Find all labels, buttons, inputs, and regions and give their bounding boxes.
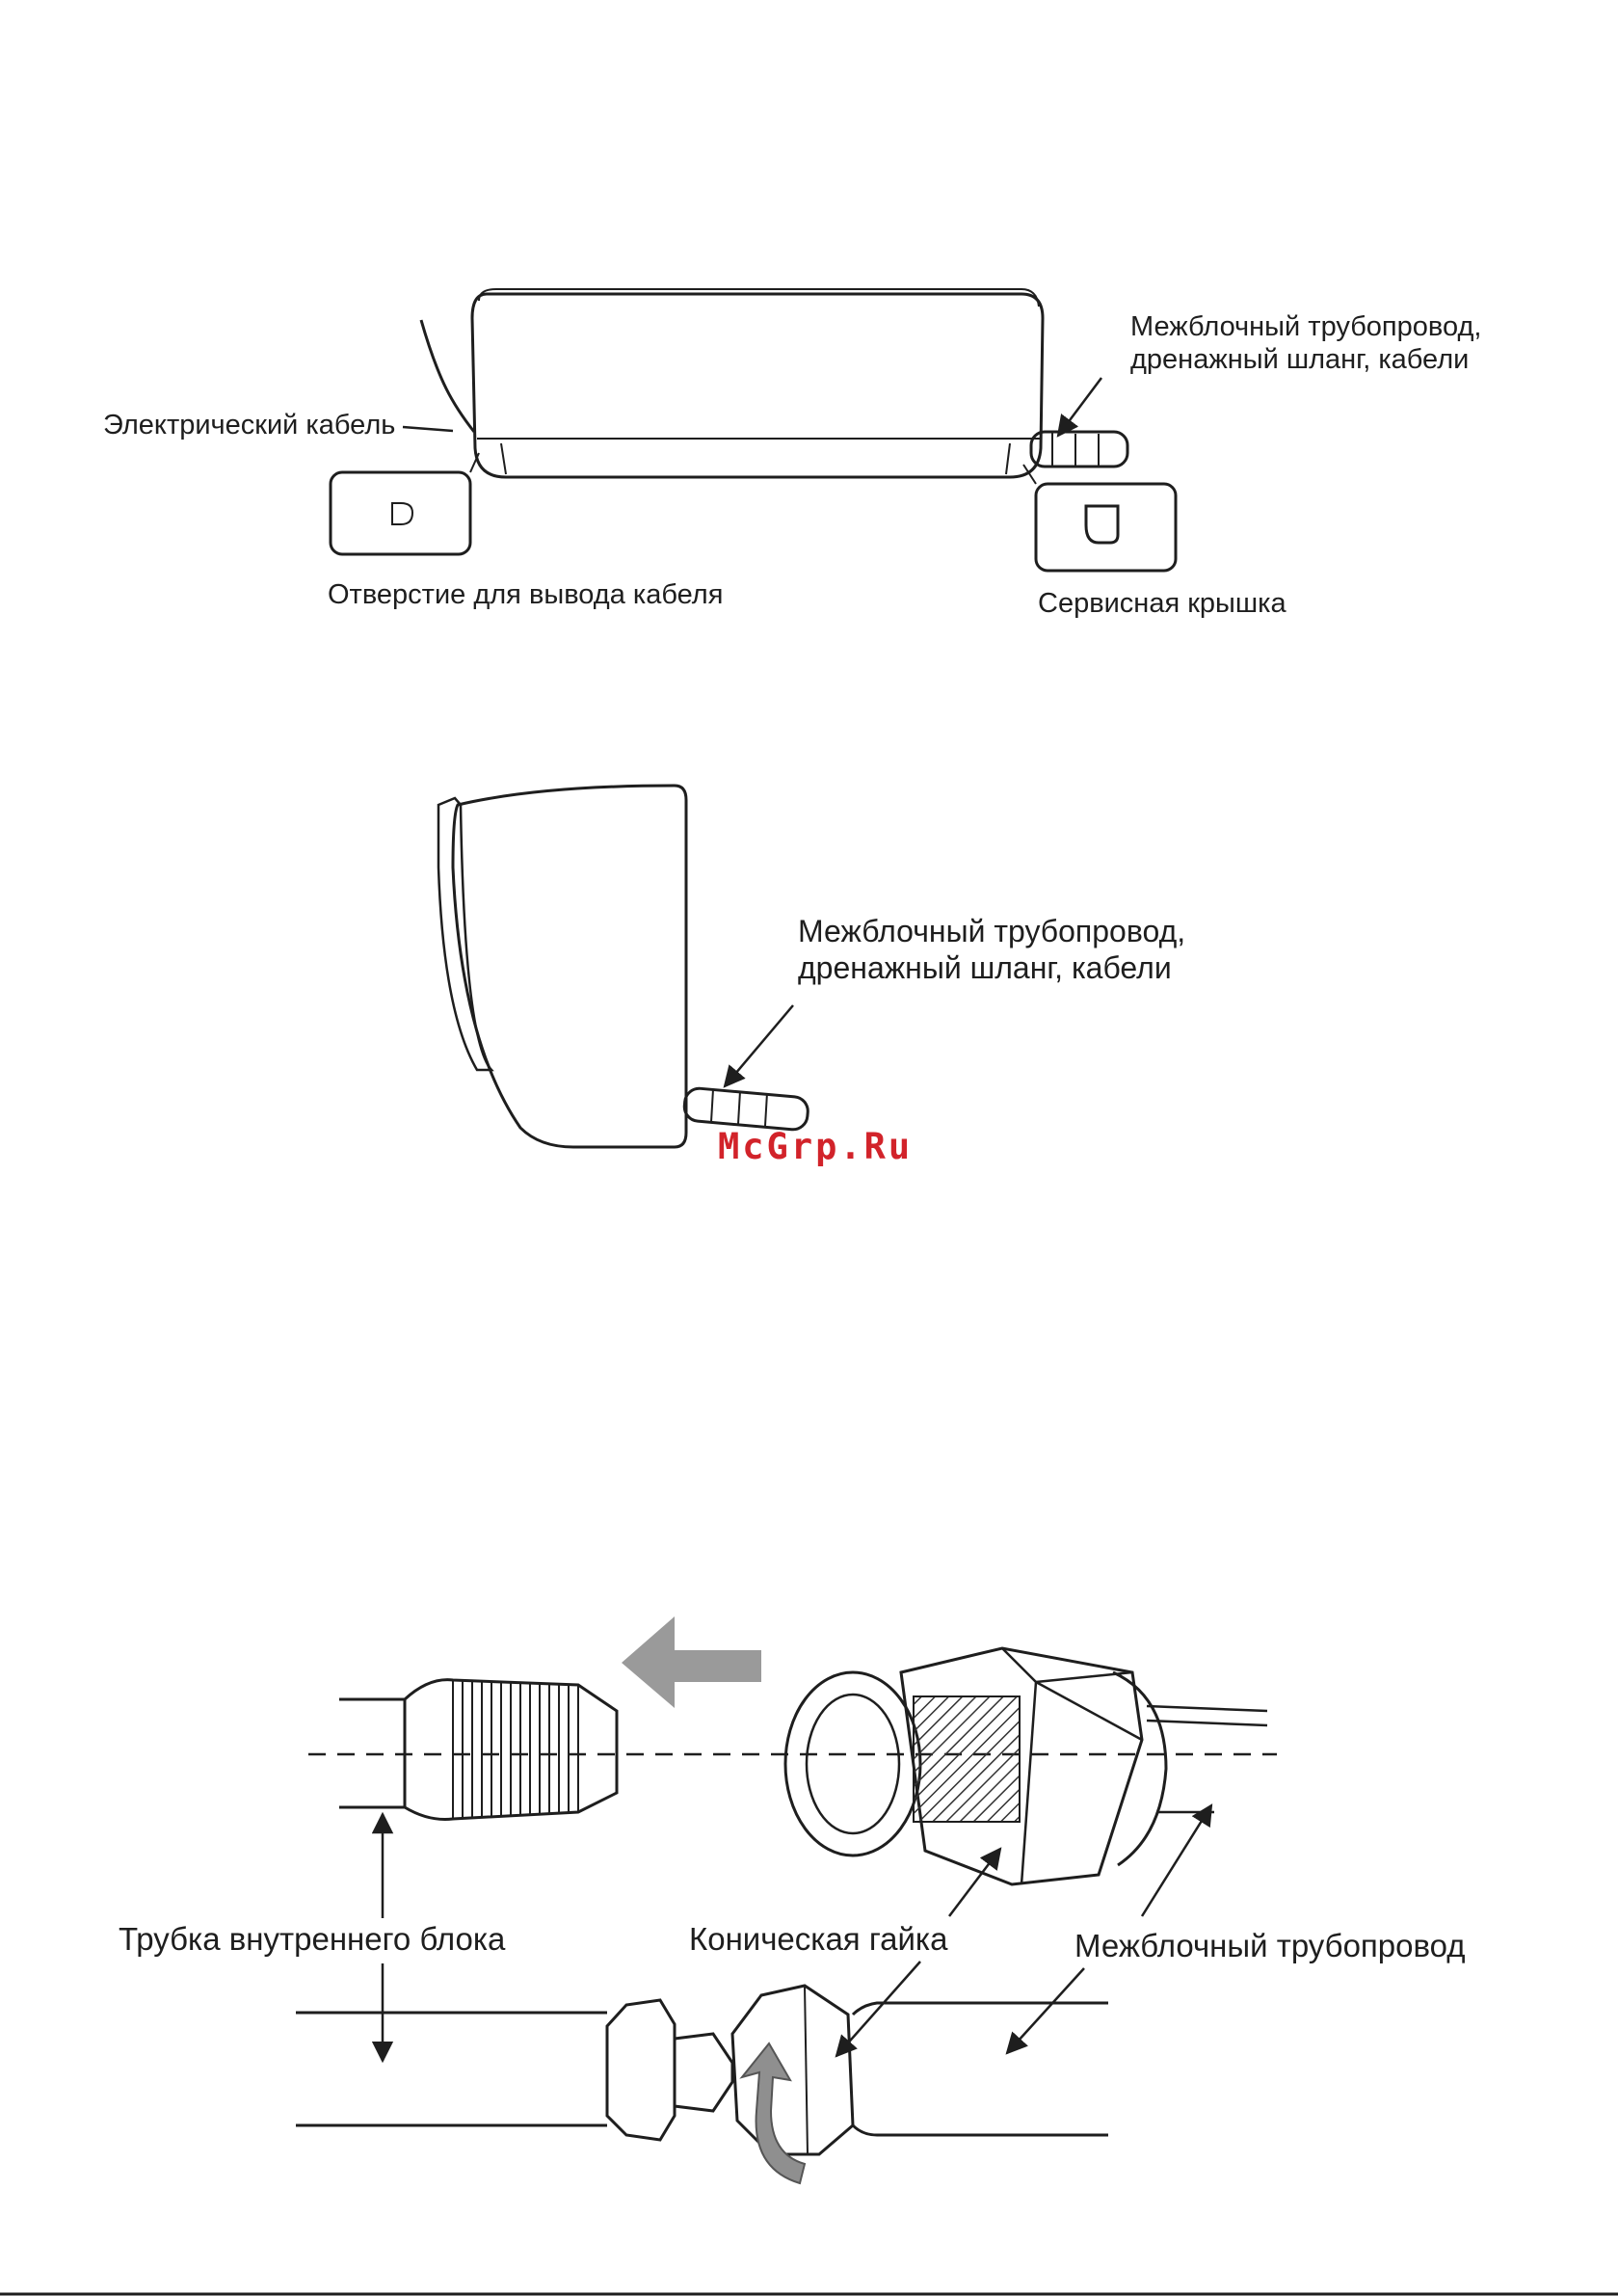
connecting-pipe-label: Межблочный трубопровод xyxy=(1074,1928,1466,1963)
piping-label-fig2-line1: Межблочный трубопровод, xyxy=(798,914,1186,948)
indoor-unit-bottom-panel xyxy=(477,439,1041,474)
piping-leader-fig2 xyxy=(725,1005,793,1086)
piping-bundle-right xyxy=(1031,432,1127,467)
indoor-unit-panel-top xyxy=(479,289,1039,307)
figure2-indoor-unit-side xyxy=(438,786,809,1147)
piping-label-fig1-line2: дренажный шланг, кабели xyxy=(1130,344,1470,375)
flare-ring-inner xyxy=(807,1695,899,1833)
assembled-union xyxy=(675,2034,732,2111)
flare-nut-label: Коническая гайка xyxy=(689,1921,948,1957)
assembled-fitting-left xyxy=(607,2000,675,2140)
cable-hole-detail-box xyxy=(331,472,470,554)
indoor-pipe-threads xyxy=(453,1680,578,1819)
assembled-nut-edge xyxy=(805,1986,808,2154)
figure1-indoor-unit-front xyxy=(331,289,1176,571)
assembled-pipe-right xyxy=(853,2003,1108,2135)
flare-nut-collar xyxy=(1113,1672,1166,1865)
piping-label-fig2-line2: дренажный шланг, кабели xyxy=(798,950,1172,985)
watermark: McGrp.Ru xyxy=(718,1126,914,1167)
flare-nut-leader-bottom xyxy=(836,1962,920,2056)
power-cable-leader xyxy=(403,427,453,431)
assembled-pipe-left xyxy=(296,2013,607,2125)
piping-label-fig1-line1: Межблочный трубопровод, xyxy=(1130,311,1482,342)
service-cover-detail-box xyxy=(1036,484,1176,571)
tightening-arrow xyxy=(742,2043,805,2183)
power-cable-label: Электрический кабель xyxy=(103,410,396,441)
cable-hole-label: Отверстие для вывода кабеля xyxy=(328,579,724,610)
indoor-unit-body xyxy=(472,294,1043,477)
side-unit-body xyxy=(453,786,686,1147)
flare-nut-hex-edges xyxy=(1002,1648,1142,1884)
flare-nut-hatched-bore xyxy=(914,1696,1020,1822)
piping-bundle-side xyxy=(683,1087,809,1131)
connecting-pipe-leader-bottom xyxy=(1007,1968,1084,2053)
piping-leader-fig1 xyxy=(1058,378,1101,436)
cable-hole-symbol xyxy=(392,503,412,524)
side-unit-front-panel xyxy=(438,798,491,1070)
indoor-pipe-label: Трубка внутреннего блока xyxy=(119,1921,506,1957)
direction-arrow-left xyxy=(622,1616,761,1708)
service-cover-label: Сервисная крышка xyxy=(1038,588,1286,619)
service-cover-symbol xyxy=(1086,506,1118,543)
power-cable-line xyxy=(421,320,474,432)
flare-nut-leader-top xyxy=(949,1849,1000,1916)
